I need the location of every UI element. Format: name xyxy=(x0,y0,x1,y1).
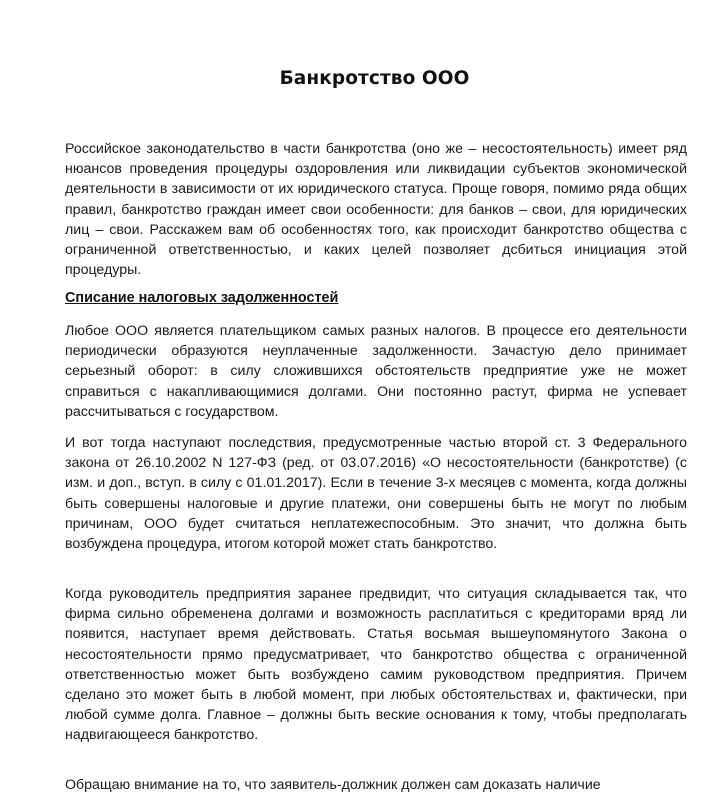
paragraph-manager-action: Когда руководитель предприятия заранее предвидит, что ситуация складывается так, что фирма сильно обременена долгами и возможность расплатиться с кредиторами вряд ли появится, наступает время действовать. Статья восьмая вышеупомянутого Закона о несостоятельности прямо предусматривает, что банкротство общества с ограниченной ответственностью может быть возбуждено самим руководством предприятия. Причем сделано это может быть в любой момент, при любых обстоятельствах и, фактически, при любой сумме долга. Главное – должны быть веские основания к тому, чтобы предполагать надвигающееся банкротство. xyxy=(65,586,687,744)
paragraph-taxes: Любое ООО является плательщиком самых разных налогов. В процессе его деятельности периодически образуются неуплаченные задолженности. Зачастую дело принимает серьезный оборот: в силу сложившихся обстоятельств предприятие уже не может справиться с накапливающимися долгами. Они постоянно растут, фирма не успевает рассчитываться с государством. xyxy=(65,323,687,420)
document-title: Банкротство ООО xyxy=(279,68,470,89)
paragraph-law-consequences: И вот тогда наступают последствия, предусмотренные частью второй ст. 3 Федерального закона от 26.10.2002 N 127-ФЗ (ред. от 03.07.2016) «О несостоятельности (банкротстве) (с изм. и доп., вступ. в силу с 01.01.2017). Если в течение 3-х месяцев с момента, когда должны быть совершены налоговые и другие платежи, они совершены быть не могут по любым причинам, ООО будет считаться неплатежеспособным. Это значит, что должна быть возбуждена процедура, итогом которой может стать банкротство. xyxy=(65,435,687,553)
paragraph-debtor-proof: Обращаю внимание на то, что заявитель-должник должен сам доказать наличие xyxy=(65,777,601,793)
intro-paragraph: Российское законодательство в части банкротства (оно же – несостоятельность) имеет ряд нюансов проведения процедуры оздоровления или ликвидации субъектов экономической деятельности в зависимости от их юридического статуса. Проще говоря, помимо ряда общих правил, банкротство граждан имеет свои особенности: для банков – свои, для юридических лиц – свои. Расскажем вам об особенностях того, как происходит банкротство общества с ограниченной ответственностью, и каких целей позволяет дсбиться инициация этой процедуры. xyxy=(65,141,687,279)
section-heading: Списание налоговых задолженностей xyxy=(65,290,339,306)
